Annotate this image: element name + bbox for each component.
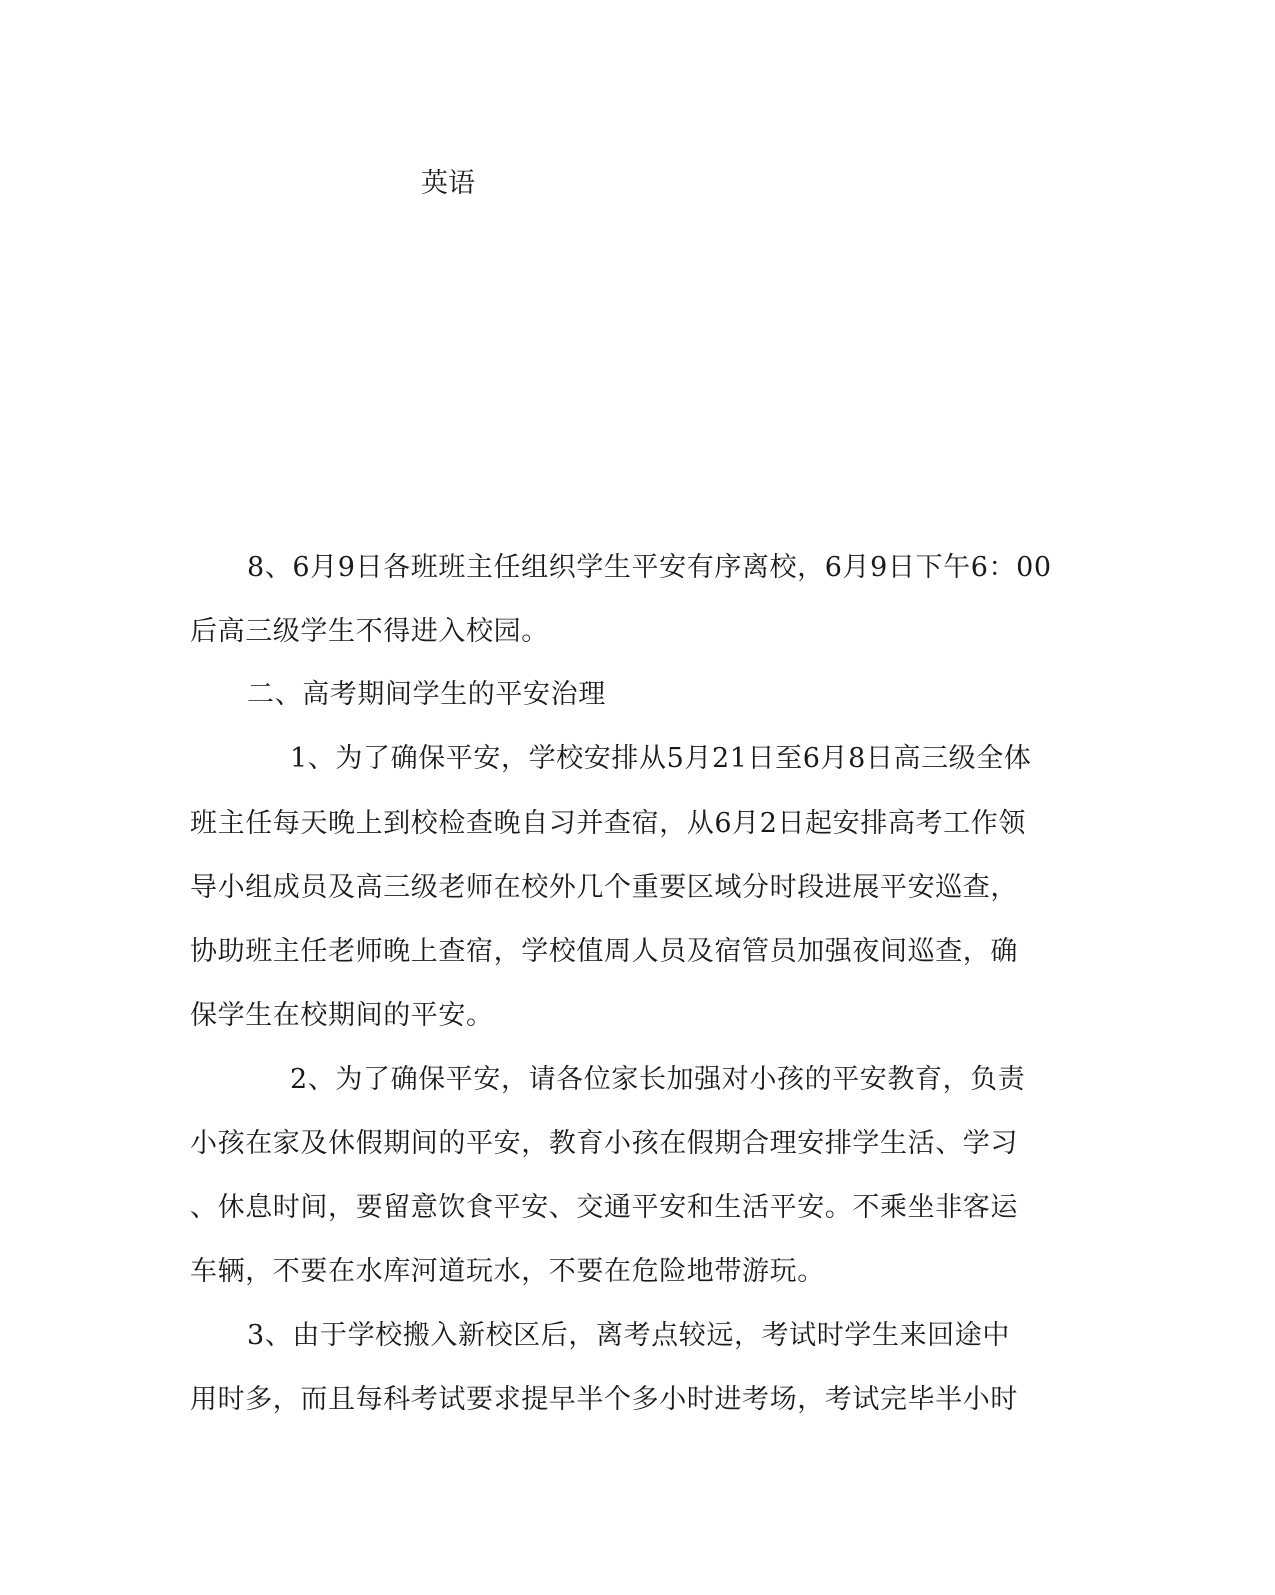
paragraph-1-line-1: 1、为了确保平安，学校安排从5月21日至6月8日高三级全体 <box>290 743 1032 774</box>
subject-heading: 英语 <box>421 168 475 199</box>
paragraph-1-line-5: 保学生在校期间的平安。 <box>190 1000 494 1031</box>
paragraph-1-line-4: 协助班主任老师晚上查宿，学校值周人员及宿管员加强夜间巡查，确 <box>190 936 1018 967</box>
paragraph-2-line-2: 小孩在家及休假期间的平安，教育小孩在假期合理安排学生活、学习 <box>190 1128 1018 1159</box>
paragraph-2-line-1: 2、为了确保平安，请各位家长加强对小孩的平安教育，负责 <box>290 1064 1026 1095</box>
paragraph-2-line-3: 、休息时间，要留意饮食平安、交通平安和生活平安。不乘坐非客运 <box>190 1192 1018 1223</box>
paragraph-1-line-3: 导小组成员及高三级老师在校外几个重要区域分时段进展平安巡查， <box>190 872 1018 903</box>
paragraph-8-line-2: 后高三级学生不得进入校园。 <box>190 616 549 647</box>
paragraph-3-line-1: 3、由于学校搬入新校区后，离考点较远，考试时学生来回途中 <box>247 1320 1010 1351</box>
paragraph-3-line-2: 用时多，而且每科考试要求提早半个多小时进考场，考试完毕半小时 <box>190 1384 1018 1415</box>
section-heading-2: 二、高考期间学生的平安治理 <box>247 679 606 710</box>
paragraph-1-line-2: 班主任每天晚上到校检查晚自习并查宿，从6月2日起安排高考工作领 <box>190 808 1026 839</box>
paragraph-2-line-4: 车辆，不要在水库河道玩水，不要在危险地带游玩。 <box>190 1256 825 1287</box>
paragraph-8-line-1: 8、6月9日各班班主任组织学生平安有序离校，6月9日下午6：00 <box>247 552 1052 583</box>
